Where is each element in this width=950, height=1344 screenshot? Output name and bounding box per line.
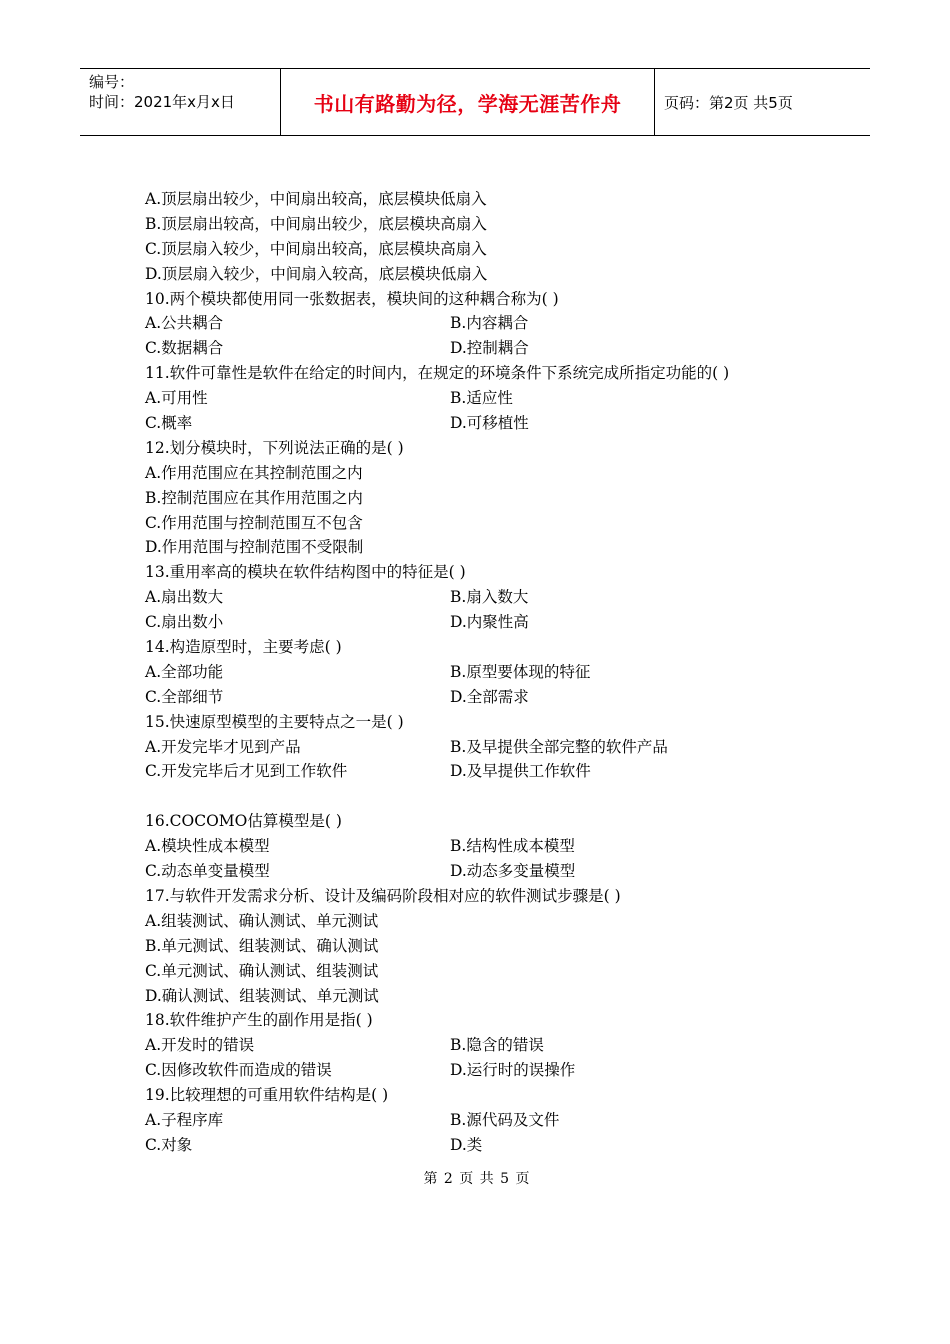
text-line: [145, 710, 845, 735]
text-line: [145, 809, 845, 834]
line-text: B.顶层扇出较高，中间扇出较少，底层模块高扇入: [145, 214, 487, 233]
line-text: B.单元测试、组装测试、确认测试: [145, 936, 379, 955]
line-text: A.开发时的错误: [145, 1036, 255, 1055]
text-line: [145, 262, 845, 287]
header-meta: [80, 69, 281, 135]
text-line: [145, 1008, 845, 1033]
text-line: [145, 436, 845, 461]
text-line: [145, 1058, 845, 1083]
text-line: [145, 834, 845, 859]
line-text: C.扇出数小: [145, 613, 224, 632]
line-option-right: B.原型要体现的特征: [450, 662, 591, 681]
text-line: [145, 386, 845, 411]
line-text: 10.两个模块都使用同一张数据表，模块间的这种耦合称为( ): [145, 289, 559, 308]
line-option-right: D.内聚性高: [450, 613, 529, 632]
line-text: A.开发完毕才见到产品: [145, 737, 301, 756]
text-line: [145, 1108, 845, 1133]
line-text: C.因修改软件而造成的错误: [145, 1061, 332, 1080]
line-option-right: D.及早提供工作软件: [450, 762, 591, 781]
line-option-right: B.内容耦合: [450, 314, 529, 333]
line-text: A.子程序库: [145, 1110, 224, 1129]
line-option-right: B.适应性: [450, 389, 513, 408]
line-option-right: B.及早提供全部完整的软件产品: [450, 737, 668, 756]
text-line: [145, 212, 845, 237]
line-text: 15.快速原型模型的主要特点之一是( ): [145, 712, 404, 731]
line-text: 11.软件可靠性是软件在给定的时间内，在规定的环境条件下系统完成所指定功能的( ): [145, 364, 730, 383]
text-line: [145, 187, 845, 212]
text-line: [145, 336, 845, 361]
line-text: A.顶层扇出较少，中间扇出较高，底层模块低扇入: [145, 190, 487, 208]
page-footer: 第 2 页 共 5 页: [423, 1171, 531, 1187]
question-list: [145, 187, 845, 1158]
line-option-right: D.动态多变量模型: [450, 862, 576, 881]
line-text: C.作用范围与控制范围互不包含: [145, 513, 363, 532]
text-line: [145, 287, 845, 312]
line-option-right: D.类: [450, 1135, 483, 1154]
line-text: A.模块性成本模型: [145, 837, 270, 856]
text-line: [145, 660, 845, 685]
line-option-right: D.全部需求: [450, 687, 529, 706]
time-label: 时间：2021年x月x日: [89, 93, 235, 111]
text-line: [145, 610, 845, 635]
text-line: [145, 585, 845, 610]
text-line: [145, 635, 845, 660]
text-line: [145, 1083, 845, 1108]
text-line: [145, 685, 845, 710]
line-text: 13.重用率高的模块在软件结构图中的特征是( ): [145, 563, 466, 582]
text-line: [145, 535, 845, 560]
line-text: 14.构造原型时，主要考虑( ): [145, 638, 342, 657]
line-option-right: B.结构性成本模型: [450, 837, 575, 856]
text-line: [145, 984, 845, 1009]
line-text: A.可用性: [145, 389, 208, 408]
line-text: C.概率: [145, 414, 193, 433]
line-text: B.控制范围应在其作用范围之内: [145, 488, 363, 507]
text-line: [145, 461, 845, 486]
line-text: 18.软件维护产生的副作用是指( ): [145, 1011, 373, 1030]
text-line: [145, 237, 845, 262]
text-line: [145, 934, 845, 959]
line-option-right: D.运行时的误操作: [450, 1061, 576, 1080]
line-option-right: B.隐含的错误: [450, 1036, 544, 1055]
header-motto: 书山有路勤为径，学海无涯苦作舟: [281, 69, 655, 135]
text-line: [145, 959, 845, 984]
line-text: A.作用范围应在其控制范围之内: [145, 463, 363, 482]
text-line: [145, 859, 845, 884]
line-text: D.作用范围与控制范围不受限制: [145, 538, 364, 557]
line-text: 17.与软件开发需求分析、设计及编码阶段相对应的软件测试步骤是( ): [145, 886, 621, 905]
header-page-info: 页码：第2页 共5页: [664, 93, 793, 112]
line-option-right: B.源代码及文件: [450, 1110, 560, 1129]
line-text: C.动态单变量模型: [145, 862, 270, 881]
line-text: A.公共耦合: [145, 314, 224, 333]
serial-label: 编号：: [89, 73, 135, 91]
line-text: C.开发完毕后才见到工作软件: [145, 762, 348, 781]
text-line: [145, 1033, 845, 1058]
text-line: [145, 909, 845, 934]
page-header: [80, 68, 870, 136]
line-text: C.顶层扇入较少，中间扇出较高，底层模块高扇入: [145, 239, 487, 258]
text-line: [145, 311, 845, 336]
text-line: [145, 784, 845, 809]
text-line: [145, 486, 845, 511]
line-text: C.数据耦合: [145, 339, 224, 358]
line-text: A.组装测试、确认测试、单元测试: [145, 911, 379, 930]
line-text: 16.COCOMO估算模型是( ): [145, 812, 342, 831]
line-text: 12.划分模块时，下列说法正确的是( ): [145, 438, 404, 457]
text-line: [145, 884, 845, 909]
line-text: A.扇出数大: [145, 588, 224, 607]
line-option-right: B.扇入数大: [450, 588, 529, 607]
line-text: D.顶层扇入较少，中间扇入较高，底层模块低扇入: [145, 264, 488, 283]
text-line: [145, 735, 845, 760]
text-line: [145, 411, 845, 436]
line-option-right: D.控制耦合: [450, 339, 529, 358]
line-text: D.确认测试、组装测试、单元测试: [145, 986, 379, 1005]
text-line: [145, 511, 845, 536]
line-text: C.单元测试、确认测试、组装测试: [145, 961, 379, 980]
line-option-right: D.可移植性: [450, 414, 529, 433]
text-line: [145, 361, 845, 386]
text-line: [145, 560, 845, 585]
text-line: [145, 1133, 845, 1158]
line-text: A.全部功能: [145, 662, 224, 681]
text-line: [145, 759, 845, 784]
line-text: 19.比较理想的可重用软件结构是( ): [145, 1086, 389, 1105]
line-text: C.对象: [145, 1135, 193, 1154]
line-text: C.全部细节: [145, 687, 224, 706]
